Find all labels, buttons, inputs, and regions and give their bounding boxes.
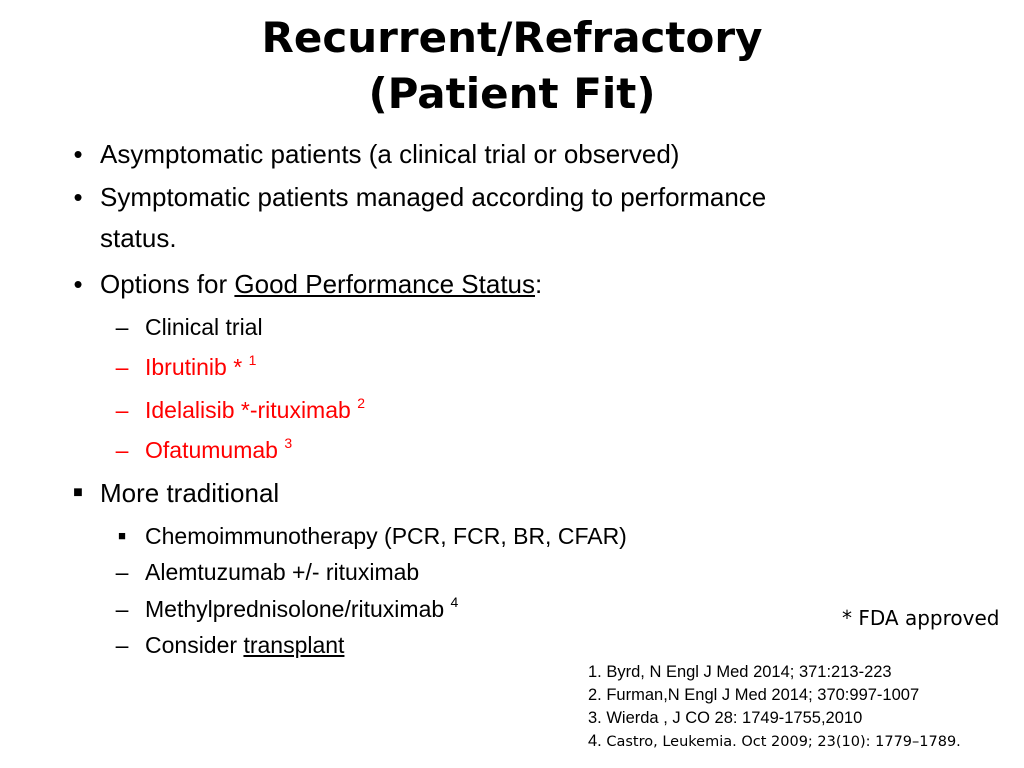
square-bullet-icon: ■: [118, 528, 126, 543]
sub-text: Chemoimmunotherapy (PCR, FCR, BR, CFAR): [145, 523, 627, 549]
dash-marker: –: [115, 596, 129, 622]
title-line-1: Recurrent/Refractory: [261, 13, 763, 62]
idelalisib-label: Idelalisib *-rituximab: [145, 397, 358, 423]
ref-sup: 1: [248, 352, 257, 368]
title-line-2: (Patient Fit): [368, 69, 656, 118]
ref-sup: 3: [284, 435, 293, 451]
slide-title: [0, 10, 1024, 122]
dash-marker: –: [115, 354, 129, 380]
bullet-text: Asymptomatic patients (a clinical trial or observed): [100, 139, 680, 169]
transplant-link: transplant: [243, 632, 345, 658]
ofatumumab-label: Ofatumumab: [145, 437, 285, 463]
reference-1: 1. Byrd, N Engl J Med 2014; 371:213-223: [588, 663, 892, 681]
bullet-text: [100, 268, 542, 300]
sub-text: Alemtuzumab +/- rituximab: [145, 559, 420, 585]
ibrutinib-label: Ibrutinib *: [145, 354, 249, 380]
ref-sup: 2: [357, 395, 365, 411]
reference-2: 2. Furman,N Engl J Med 2014; 370:997-1007: [588, 686, 920, 704]
good-performance-status-link: Good Performance Status: [234, 269, 536, 299]
bullet-marker: •: [73, 269, 83, 299]
options-prefix: Options for: [100, 269, 235, 299]
sub-text: [145, 593, 458, 625]
consider-prefix: Consider: [145, 632, 244, 658]
sub-text: [145, 394, 365, 426]
bullet-text: status.: [100, 223, 177, 253]
reference-3: 3. Wierda , J CO 28: 1749-1755,2010: [588, 709, 863, 727]
fda-approved-note: * FDA approved: [842, 606, 1000, 630]
references: [588, 661, 961, 754]
sub-text: [145, 351, 256, 383]
dash-marker: –: [115, 397, 129, 423]
ref-sup: 4: [450, 594, 459, 610]
reference-4-text: Castro, Leukemia. Oct 2009; 23(10): 1779–1789.: [606, 734, 961, 750]
bullet-text: Symptomatic patients managed according to performance: [100, 182, 767, 212]
methylprednisolone-label: Methylprednisolone/rituximab: [145, 596, 451, 622]
dash-marker: –: [115, 437, 129, 463]
sub-text: Clinical trial: [145, 314, 263, 340]
dash-marker: –: [115, 632, 129, 658]
dash-marker: –: [115, 559, 129, 585]
square-bullet-icon: ■: [73, 484, 83, 501]
bullet-marker: •: [73, 139, 83, 169]
bullet-text: More traditional: [100, 478, 280, 508]
bullet-marker: •: [73, 182, 83, 212]
dash-marker: –: [115, 314, 129, 340]
sub-text: [145, 434, 292, 466]
options-suffix: :: [535, 269, 543, 299]
reference-4-number: 4.: [588, 732, 607, 750]
sub-text: [145, 629, 344, 661]
reference-4: [588, 730, 961, 754]
